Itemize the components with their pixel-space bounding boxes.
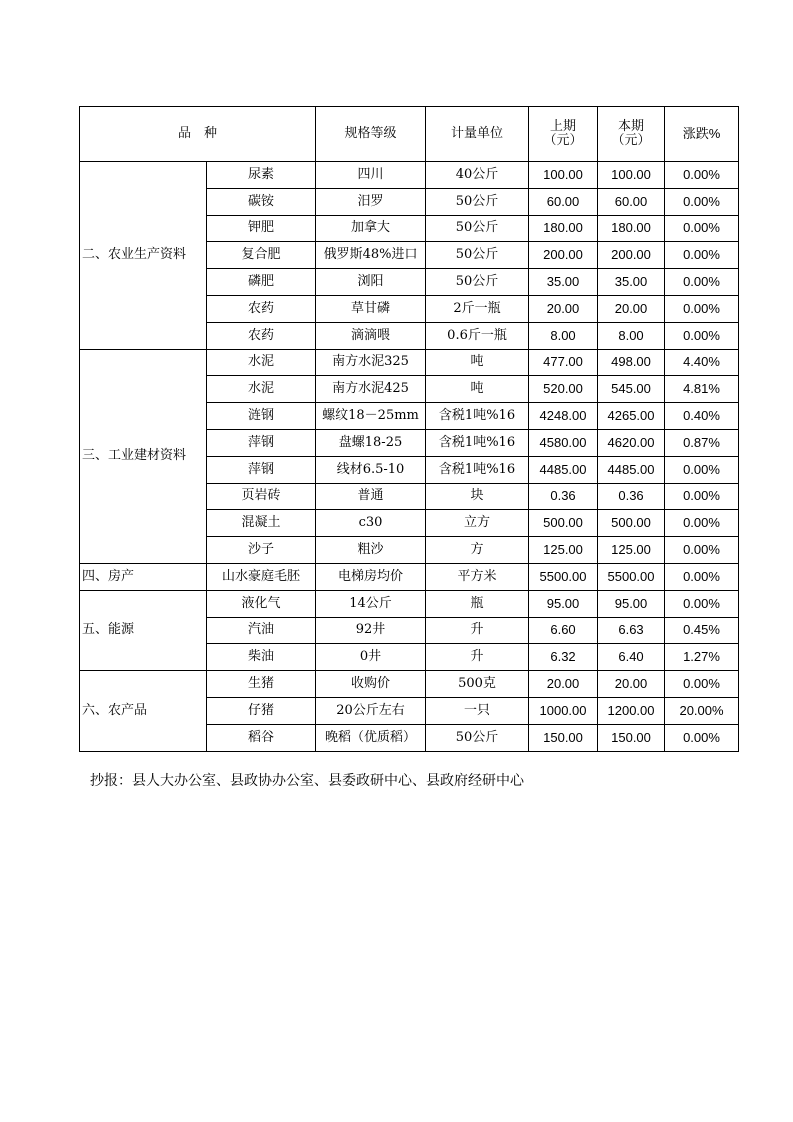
category-cell: 四、房产 [80, 563, 207, 590]
table-row [80, 349, 739, 376]
change-cell: 0.00% [665, 322, 739, 349]
prev-price-cell: 477.00 [529, 349, 598, 376]
unit-cell: 瓶 [426, 590, 529, 617]
prev-price-cell: 4580.00 [529, 429, 598, 456]
item-cell: 尿素 [207, 162, 316, 189]
curr-price-cell: 4485.00 [598, 456, 665, 483]
item-cell: 碳铵 [207, 188, 316, 215]
change-cell: 0.45% [665, 617, 739, 644]
item-cell: 仔猪 [207, 697, 316, 724]
prev-price-cell: 6.32 [529, 644, 598, 671]
item-cell: 涟钢 [207, 403, 316, 430]
spec-cell: 汨罗 [316, 188, 426, 215]
category-cell: 三、工业建材资料 [80, 349, 207, 563]
curr-price-cell: 0.36 [598, 483, 665, 510]
curr-price-cell: 4620.00 [598, 429, 665, 456]
prev-price-cell: 6.60 [529, 617, 598, 644]
prev-price-cell: 8.00 [529, 322, 598, 349]
item-cell: 山水豪庭毛胚 [207, 563, 316, 590]
item-cell: 农药 [207, 295, 316, 322]
change-cell: 0.00% [665, 671, 739, 698]
spec-cell: 电梯房均价 [316, 563, 426, 590]
prev-price-cell: 150.00 [529, 724, 598, 751]
spec-cell: 四川 [316, 162, 426, 189]
header-prev [529, 107, 598, 162]
spec-cell: 粗沙 [316, 537, 426, 564]
change-cell: 0.00% [665, 295, 739, 322]
curr-price-cell: 200.00 [598, 242, 665, 269]
spec-cell: 南方水泥325 [316, 349, 426, 376]
prev-price-cell: 95.00 [529, 590, 598, 617]
table-row [80, 563, 739, 590]
item-cell: 液化气 [207, 590, 316, 617]
curr-price-cell: 125.00 [598, 537, 665, 564]
spec-cell: 普通 [316, 483, 426, 510]
unit-cell: 2斤一瓶 [426, 295, 529, 322]
spec-cell: 收购价 [316, 671, 426, 698]
curr-price-cell: 4265.00 [598, 403, 665, 430]
change-cell: 4.81% [665, 376, 739, 403]
unit-cell: 平方米 [426, 563, 529, 590]
item-cell: 萍钢 [207, 456, 316, 483]
curr-price-cell: 1200.00 [598, 697, 665, 724]
prev-price-cell: 60.00 [529, 188, 598, 215]
price-table-body [80, 107, 739, 752]
prev-price-cell: 5500.00 [529, 563, 598, 590]
unit-cell: 50公斤 [426, 215, 529, 242]
prev-price-cell: 500.00 [529, 510, 598, 537]
prev-price-cell: 200.00 [529, 242, 598, 269]
prev-price-cell: 180.00 [529, 215, 598, 242]
change-cell: 1.27% [665, 644, 739, 671]
prev-price-cell: 100.00 [529, 162, 598, 189]
unit-cell: 立方 [426, 510, 529, 537]
item-cell: 磷肥 [207, 269, 316, 296]
spec-cell: 滴滴喂 [316, 322, 426, 349]
change-cell: 0.00% [665, 188, 739, 215]
item-cell: 萍钢 [207, 429, 316, 456]
unit-cell: 50公斤 [426, 724, 529, 751]
header-unit: 计量单位 [426, 107, 529, 162]
curr-price-cell: 8.00 [598, 322, 665, 349]
item-cell: 农药 [207, 322, 316, 349]
change-cell: 0.00% [665, 269, 739, 296]
unit-cell: 块 [426, 483, 529, 510]
unit-cell: 含税1吨%16 [426, 429, 529, 456]
change-cell: 0.00% [665, 724, 739, 751]
unit-cell: 50公斤 [426, 188, 529, 215]
spec-cell: 草甘磷 [316, 295, 426, 322]
change-cell: 0.00% [665, 563, 739, 590]
prev-price-cell: 0.36 [529, 483, 598, 510]
unit-cell: 50公斤 [426, 242, 529, 269]
curr-price-cell: 150.00 [598, 724, 665, 751]
spec-cell: 加拿大 [316, 215, 426, 242]
curr-price-cell: 500.00 [598, 510, 665, 537]
prev-price-cell: 4248.00 [529, 403, 598, 430]
curr-price-cell: 180.00 [598, 215, 665, 242]
spec-cell: 浏阳 [316, 269, 426, 296]
prev-price-cell: 125.00 [529, 537, 598, 564]
item-cell: 柴油 [207, 644, 316, 671]
category-cell: 二、农业生产资料 [80, 162, 207, 350]
category-cell: 六、农产品 [80, 671, 207, 751]
spec-cell: 晚稻（优质稻） [316, 724, 426, 751]
curr-price-cell: 5500.00 [598, 563, 665, 590]
table-header-row [80, 107, 739, 162]
change-cell: 0.00% [665, 162, 739, 189]
unit-cell: 吨 [426, 376, 529, 403]
spec-cell: 0井 [316, 644, 426, 671]
table-row [80, 162, 739, 189]
curr-price-cell: 498.00 [598, 349, 665, 376]
unit-cell: 吨 [426, 349, 529, 376]
spec-cell: 20公斤左右 [316, 697, 426, 724]
unit-cell: 升 [426, 617, 529, 644]
item-cell: 混凝土 [207, 510, 316, 537]
item-cell: 复合肥 [207, 242, 316, 269]
curr-price-cell: 6.40 [598, 644, 665, 671]
change-cell: 0.00% [665, 456, 739, 483]
curr-price-cell: 6.63 [598, 617, 665, 644]
change-cell: 0.00% [665, 483, 739, 510]
item-cell: 钾肥 [207, 215, 316, 242]
unit-cell: 40公斤 [426, 162, 529, 189]
unit-cell: 含税1吨%16 [426, 403, 529, 430]
change-cell: 0.00% [665, 215, 739, 242]
curr-price-cell: 100.00 [598, 162, 665, 189]
change-cell: 0.00% [665, 242, 739, 269]
item-cell: 页岩砖 [207, 483, 316, 510]
spec-cell: 线材6.5-10 [316, 456, 426, 483]
prev-price-cell: 4485.00 [529, 456, 598, 483]
curr-price-cell: 545.00 [598, 376, 665, 403]
prev-price-cell: 20.00 [529, 295, 598, 322]
unit-cell: 500克 [426, 671, 529, 698]
change-cell: 0.00% [665, 590, 739, 617]
table-row [80, 671, 739, 698]
header-spec: 规格等级 [316, 107, 426, 162]
unit-cell: 含税1吨%16 [426, 456, 529, 483]
item-cell: 水泥 [207, 376, 316, 403]
change-cell: 0.87% [665, 429, 739, 456]
unit-cell: 方 [426, 537, 529, 564]
header-prev-line1: 上期 [550, 119, 577, 134]
prev-price-cell: 20.00 [529, 671, 598, 698]
item-cell: 水泥 [207, 349, 316, 376]
curr-price-cell: 20.00 [598, 671, 665, 698]
item-cell: 生猪 [207, 671, 316, 698]
unit-cell: 0.6斤一瓶 [426, 322, 529, 349]
header-curr [598, 107, 665, 162]
prev-price-cell: 520.00 [529, 376, 598, 403]
header-variety: 品 种 [80, 107, 316, 162]
change-cell: 0.00% [665, 537, 739, 564]
spec-cell: 14公斤 [316, 590, 426, 617]
header-change: 涨跌% [665, 107, 739, 162]
change-cell: 0.40% [665, 403, 739, 430]
spec-cell: c30 [316, 510, 426, 537]
spec-cell: 俄罗斯48%进口 [316, 242, 426, 269]
item-cell: 稻谷 [207, 724, 316, 751]
curr-price-cell: 20.00 [598, 295, 665, 322]
curr-price-cell: 95.00 [598, 590, 665, 617]
item-cell: 汽油 [207, 617, 316, 644]
header-prev-line2: （元） [543, 133, 583, 148]
item-cell: 沙子 [207, 537, 316, 564]
header-curr-line1: 本期 [618, 119, 645, 134]
prev-price-cell: 35.00 [529, 269, 598, 296]
change-cell: 4.40% [665, 349, 739, 376]
header-curr-line2: （元） [611, 133, 651, 148]
spec-cell: 盘螺18-25 [316, 429, 426, 456]
table-row [80, 590, 739, 617]
prev-price-cell: 1000.00 [529, 697, 598, 724]
unit-cell: 一只 [426, 697, 529, 724]
unit-cell: 50公斤 [426, 269, 529, 296]
spec-cell: 螺纹18－25mm [316, 403, 426, 430]
change-cell: 20.00% [665, 697, 739, 724]
category-cell: 五、能源 [80, 590, 207, 670]
change-cell: 0.00% [665, 510, 739, 537]
price-table [79, 106, 739, 752]
footer-cc-note: 抄报：县人大办公室、县政协办公室、县委政研中心、县政府经研中心 [90, 773, 524, 789]
curr-price-cell: 35.00 [598, 269, 665, 296]
unit-cell: 升 [426, 644, 529, 671]
spec-cell: 南方水泥425 [316, 376, 426, 403]
spec-cell: 92井 [316, 617, 426, 644]
curr-price-cell: 60.00 [598, 188, 665, 215]
